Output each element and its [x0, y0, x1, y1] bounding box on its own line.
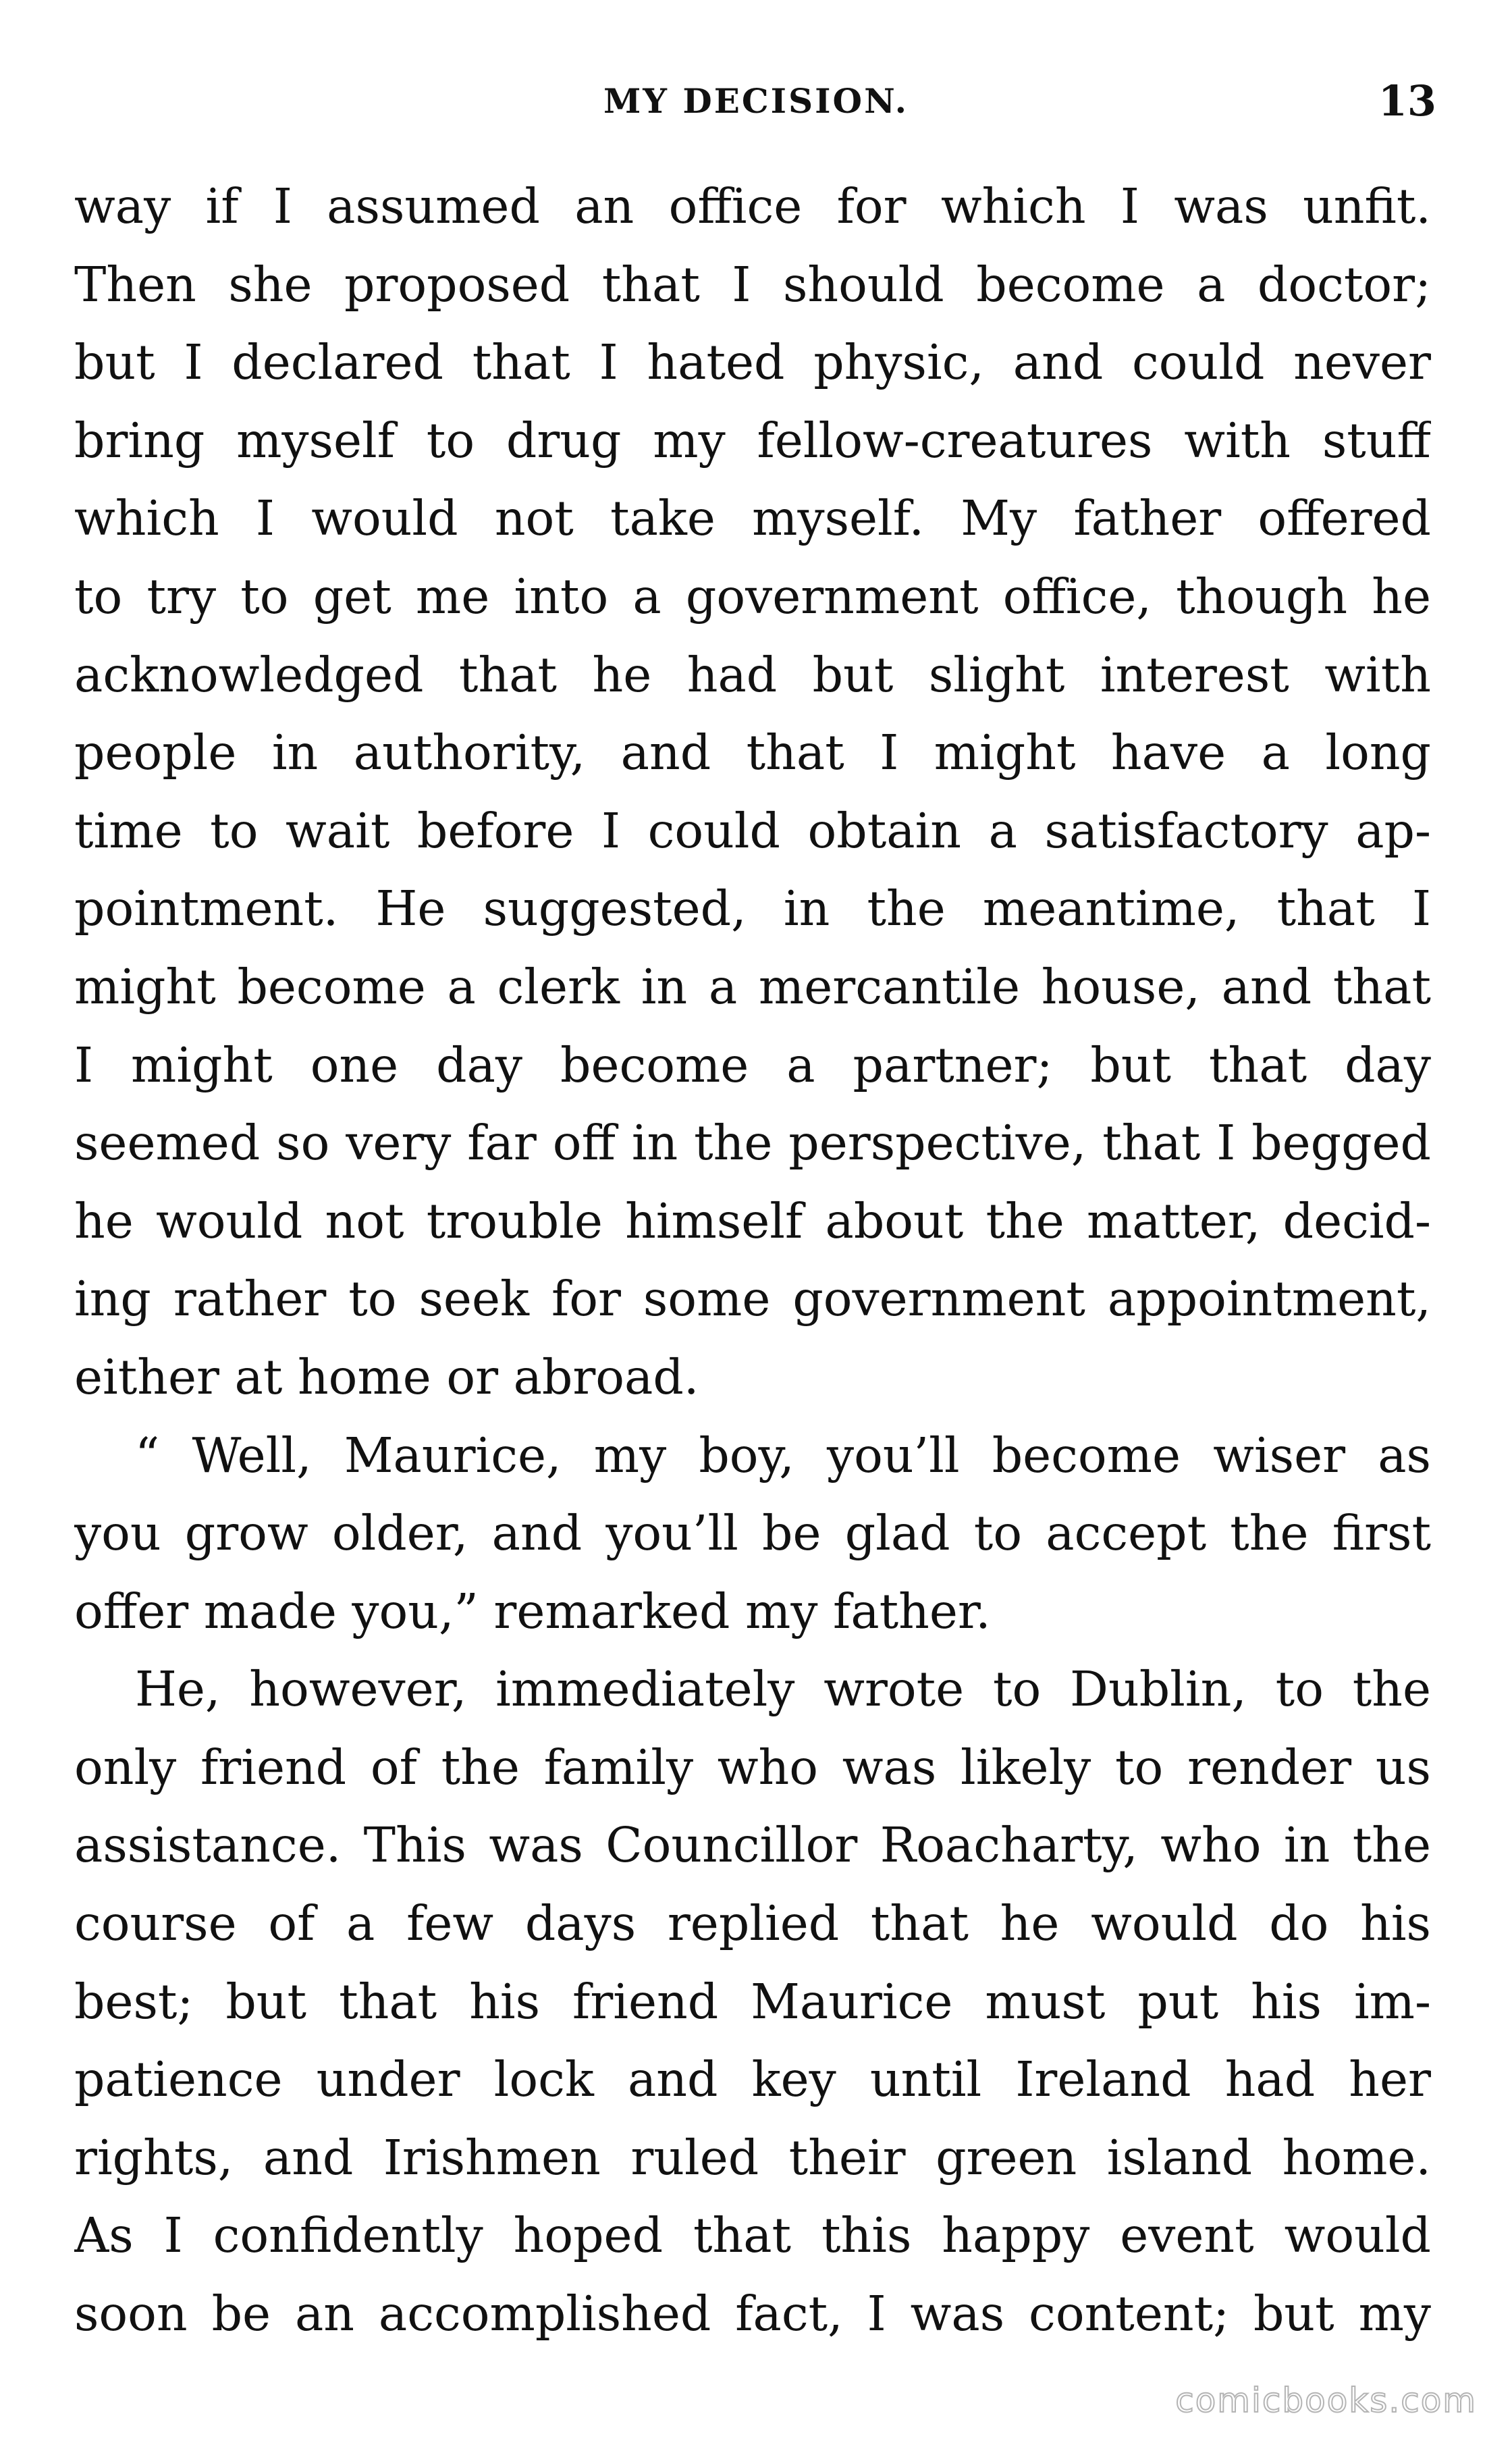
running-head: MY DECISION. — [603, 81, 909, 121]
text-line: but I declared that I hated physic, and could never — [74, 334, 1431, 391]
text-line: time to wait before I could obtain a satisfactory ap- — [74, 802, 1431, 859]
text-line: offer made you,” remarked my father. — [74, 1583, 991, 1639]
watermark: comicbooks.com — [1175, 2381, 1477, 2420]
text-line: assistance. This was Councillor Roacharty, who in the — [74, 1817, 1431, 1874]
text-line: he would not trouble himself about the matter, decid- — [74, 1192, 1431, 1249]
text-line: to try to get me into a government office, though he — [74, 568, 1431, 625]
text-line: Then she proposed that I should become a doctor; — [74, 256, 1431, 313]
text-line: you grow older, and you’ll be glad to accept the first — [74, 1505, 1431, 1562]
body-text — [74, 167, 1431, 2353]
text-line: acknowledged that he had but slight interest with — [74, 646, 1431, 703]
text-line: way if I assumed an office for which I was unfit. — [74, 178, 1431, 234]
page-header — [68, 74, 1444, 128]
text-line: best; but that his friend Maurice must put his im- — [74, 1973, 1431, 2030]
text-line: patience under lock and key until Ireland had her — [74, 2051, 1431, 2108]
text-line: seemed so very far off in the perspective, that I begged — [74, 1115, 1431, 1172]
text-line: As I confidently hoped that this happy event would — [74, 2207, 1431, 2264]
text-line: course of a few days replied that he would do his — [74, 1895, 1431, 1952]
text-line: He, however, immediately wrote to Dublin, to the — [135, 1661, 1431, 1718]
text-line: which I would not take myself. My father offered — [74, 490, 1431, 547]
text-line: only friend of the family who was likely to render us — [74, 1739, 1431, 1795]
text-line: rights, and Irishmen ruled their green island home. — [74, 2129, 1431, 2186]
text-line: bring myself to drug my fellow-creatures with stuff — [74, 412, 1431, 469]
text-line: I might one day become a partner; but that day — [74, 1036, 1431, 1093]
text-line: ing rather to seek for some government appointment, — [74, 1271, 1431, 1327]
text-line: either at home or abroad. — [74, 1348, 699, 1405]
page-number: 13 — [1378, 76, 1436, 126]
text-line: might become a clerk in a mercantile house, and that — [74, 958, 1431, 1015]
text-line: people in authority, and that I might have a long — [74, 725, 1431, 781]
text-line: pointment. He suggested, in the meantime, that I — [74, 880, 1431, 937]
text-line: soon be an accomplished fact, I was content; but my — [74, 2286, 1431, 2342]
text-line: “ Well, Maurice, my boy, you’ll become wiser as — [135, 1427, 1431, 1483]
